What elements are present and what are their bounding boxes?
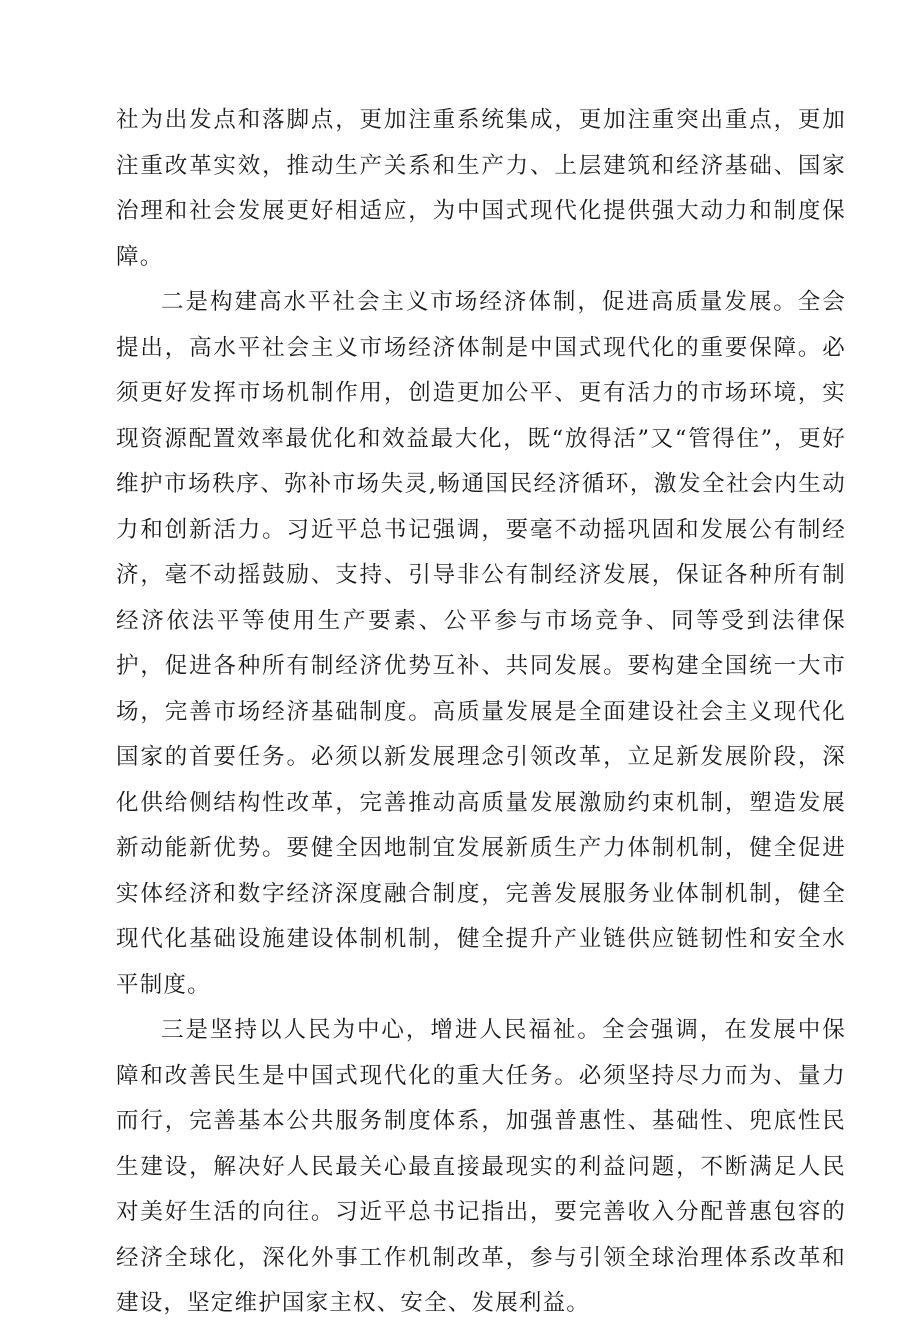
paragraph-market-economy: 二是构建高水平社会主义市场经济体制，促进高质量发展。全会提出，高水平社会主义市场经济体制是中国式现代化的重要保障。必须更好发挥市场机制作用，创造更加公平、更有活力的市场环境，实现资源配置效率最优化和效益最大化，既“放得活”又“管得住”，更好维护市场秩序、弥补市场失灵,畅通国民经济循环，激发全社会内生动力和创新活力。习近平总书记强调，要毫不动摇巩固和发展公有制经济，毫不动摇鼓励、支持、引导非公有制经济发展，保证各种所有制经济依法平等使用生产要素、公平参与市场竞争、同等受到法律保护，促进各种所有制经济优势互补、共同发展。要构建全国统一大市场，完善市场经济基础制度。高质量发展是全面建设社会主义现代化国家的首要任务。必须以新发展理念引领改革，立足新发展阶段，深化供给侧结构性改革，完善推动高质量发展激励约束机制，塑造发展新动能新优势。要健全因地制宜发展新质生产力体制机制，健全促进实体经济和数字经济深度融合制度，完善发展服务业体制机制，健全现代化基础设施建设体制机制，健全提升产业链供应链韧性和安全水平制度。 — [116, 289, 846, 998]
paragraph-continuation: 社为出发点和落脚点，更加注重系统集成，更加注重突出重点，更加注重改革实效，推动生产关系和生产力、上层建筑和经济基础、国家治理和社会发展更好相适应，为中国式现代化提供强大动力和制度保障。 — [116, 107, 846, 270]
paragraph-people-centered: 三是坚持以人民为中心，增进人民福祉。全会强调，在发展中保障和改善民生是中国式现代化的重大任务。必须坚持尽力而为、量力而行，完善基本公共服务制度体系，加强普惠性、基础性、兜底性民生建设，解决好人民最关心最直接最现实的利益问题，不断满足人民对美好生活的向往。习近平总书记指出，要完善收入分配普惠包容的经济全球化，深化外事工作机制改革，参与引领全球治理体系改革和建设，坚定维护国家主权、安全、发展利益。 — [116, 1017, 846, 1316]
document-body — [116, 98, 846, 1327]
